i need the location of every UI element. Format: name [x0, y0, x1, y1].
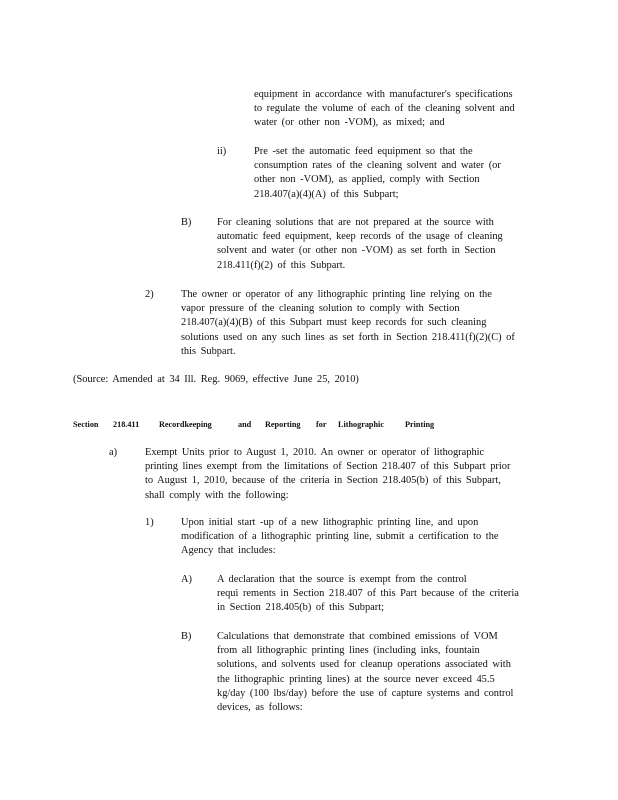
section-title-word: Reporting [265, 420, 301, 429]
list-label: B) [181, 217, 192, 228]
source-note: (Source: Amended at 34 Ill. Reg. 9069, effective June 25, 2010) [73, 374, 359, 385]
section-title-word: Recordkeeping [159, 420, 212, 429]
section-title-word: Lithographic [338, 420, 384, 429]
list-text: The owner or operator of any lithographic printing line relying on the vapor pressure of the cleaning solution to comply with Section 218.407(a)(4)(B) of this Subpart must keep records for such cleaning solutions used on any such lines as set forth in Section 218.411(f)(2)(C) of this Subpart. [181, 289, 515, 357]
list-label: 1) [145, 517, 154, 528]
list-label: a) [109, 447, 118, 458]
list-label: ii) [217, 146, 227, 157]
list-label: B) [181, 631, 192, 642]
section-title-word: and [238, 420, 252, 429]
paragraph-continuation: equipment in accordance with manufacturer's specifications to regulate the volume of each of the cleaning solvent and water (or other non -VOM), as mixed; and [254, 89, 515, 129]
list-text: Exempt Units prior to August 1, 2010. An owner or operator of lithographic printing lines exempt from the limitations of Section 218.407 of this Subpart prior to August 1, 2010, because of the criteria in Section 218.405(b) of this Subpart, shall comply with the following: [145, 447, 511, 501]
list-text: Pre -set the automatic feed equipment so that the consumption rates of the cleaning solvent and water (or other non -VOM), as applied, comply with Section 218.407(a)(4)(A) of this Subpart; [254, 146, 501, 200]
list-label: 2) [145, 289, 154, 300]
section-title-word: for [316, 420, 327, 429]
list-label: A) [181, 574, 192, 585]
list-text: Calculations that demonstrate that combined emissions of VOM from all lithographic printing lines (including inks, fountain solutions, and solvents used for cleanup operations associated with the lithographic printing lines) at the source never exceed 45.5 kg/day (100 lbs/day) before the use of capture systems and control devices, as follows: [217, 631, 514, 714]
section-number: 218.411 [113, 420, 140, 429]
section-word: Section [73, 420, 99, 429]
list-text: Upon initial start -up of a new lithographic printing line, and upon modification of a lithographic printing line, submit a certification to the Agency that includes: [181, 517, 499, 557]
section-title-word: Printing [405, 420, 435, 429]
list-text: For cleaning solutions that are not prepared at the source with automatic feed equipment, keep records of the usage of cleaning solvent and water (or other non -VOM) as set forth in Section 218.411(f)(2) of this Subpart. [217, 217, 503, 271]
list-text: A declaration that the source is exempt from the control requi rements in Section 218.407 of this Part because of the criteria in Section 218.405(b) of this Subpart; [217, 574, 519, 614]
